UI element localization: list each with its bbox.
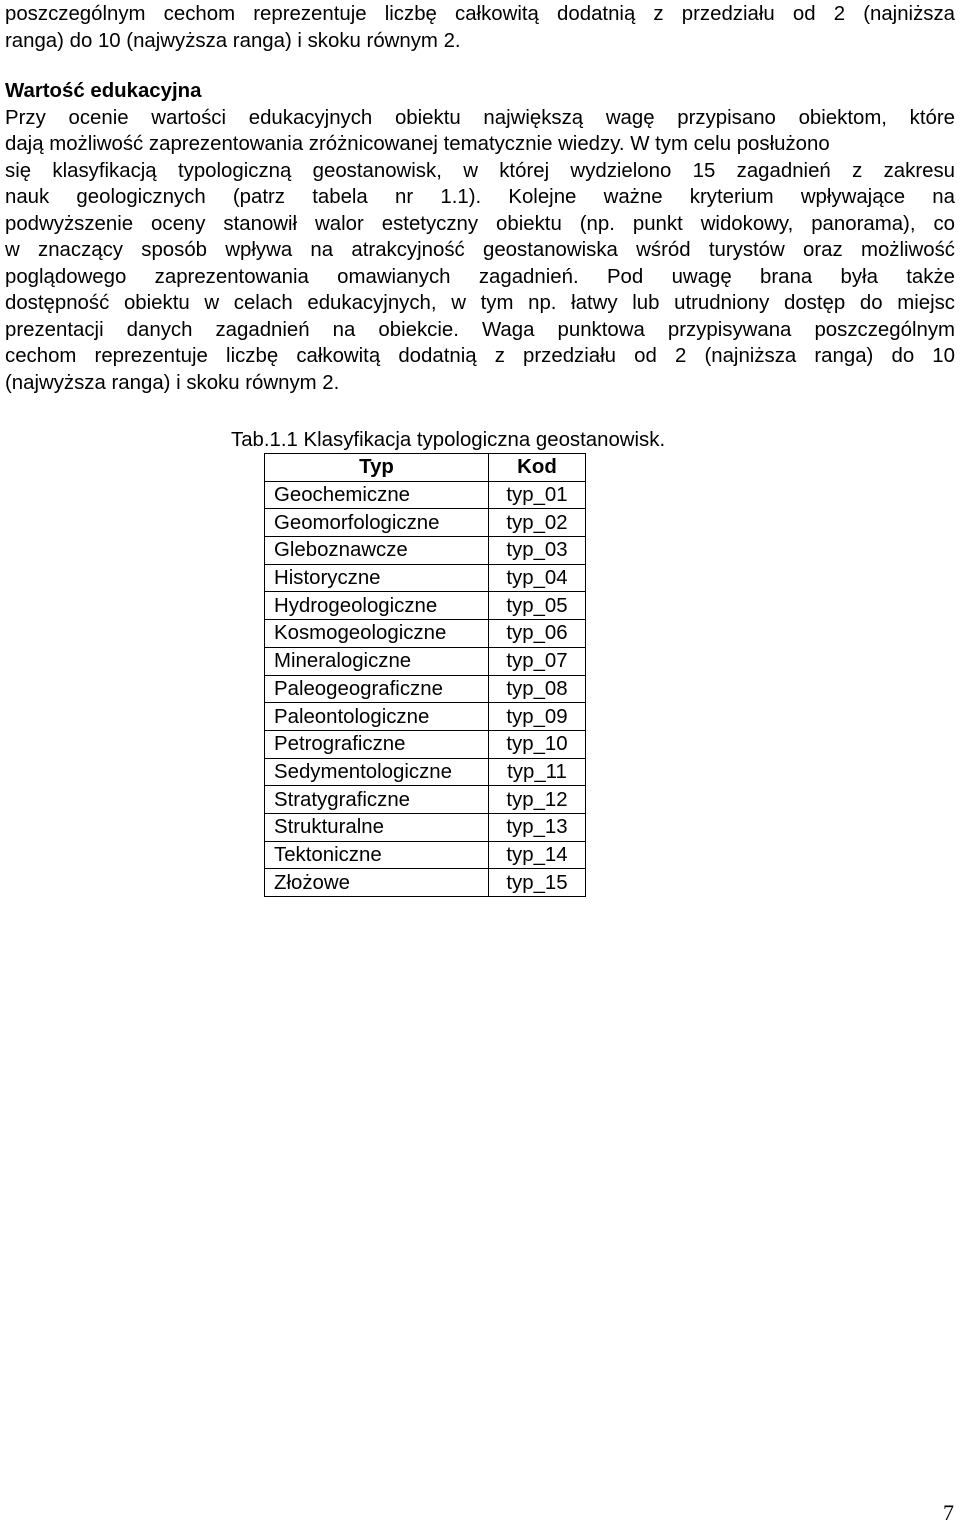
cell-code: typ_07 — [489, 647, 586, 675]
cell-code: typ_08 — [489, 675, 586, 703]
cell-code: typ_04 — [489, 564, 586, 592]
cell-code: typ_10 — [489, 730, 586, 758]
cell-type: Geomorfologiczne — [265, 509, 489, 537]
cell-type: Tektoniczne — [265, 841, 489, 869]
table-row — [265, 703, 586, 731]
text-line: Przy ocenie wartości edukacyjnych obiektu największą wagę przypisano obiektom, które — [5, 106, 955, 129]
cell-type: Sedymentologiczne — [265, 758, 489, 786]
column-header-typ: Typ — [265, 454, 489, 482]
cell-code: typ_06 — [489, 620, 586, 648]
table-row — [265, 758, 586, 786]
text-line: ranga) do 10 (najwyższa ranga) i skoku równym 2. — [5, 29, 461, 52]
page-number: 7 — [943, 1500, 954, 1525]
table-row — [265, 730, 586, 758]
cell-type: Hydrogeologiczne — [265, 592, 489, 620]
table-row — [265, 537, 586, 565]
table-header-row — [265, 454, 586, 482]
table-row — [265, 869, 586, 897]
cell-code: typ_03 — [489, 537, 586, 565]
table-row — [265, 786, 586, 814]
text-line: w znaczący sposób wpływa na atrakcyjność geostanowiska wśród turystów oraz możliwość — [5, 239, 955, 261]
intro-paragraph — [5, 1, 955, 54]
text-line: cechom reprezentuje liczbę całkowitą dodatnią z przedziału od 2 (najniższa ranga) do 10 — [5, 345, 955, 367]
cell-type: Historyczne — [265, 564, 489, 592]
table-row — [265, 841, 586, 869]
text-line: nauk geologicznych (patrz tabela nr 1.1). Kolejne ważne kryterium wpływające na — [5, 186, 955, 208]
cell-code: typ_01 — [489, 481, 586, 509]
section-educational-value — [5, 78, 955, 396]
table-row — [265, 675, 586, 703]
cell-type: Paleontologiczne — [265, 703, 489, 731]
column-header-kod: Kod — [489, 454, 586, 482]
typology-table — [264, 453, 586, 897]
cell-code: typ_02 — [489, 509, 586, 537]
cell-type: Złożowe — [265, 869, 489, 897]
cell-code: typ_09 — [489, 703, 586, 731]
table-row — [265, 647, 586, 675]
cell-type: Paleogeograficzne — [265, 675, 489, 703]
cell-code: typ_11 — [489, 758, 586, 786]
text-line: dostępność obiektu w celach edukacyjnych, w tym np. łatwy lub utrudniony dostęp do miejsc — [5, 292, 955, 314]
table-row — [265, 620, 586, 648]
table-row — [265, 509, 586, 537]
table-caption: Tab.1.1 Klasyfikacja typologiczna geostanowisk. — [231, 429, 666, 451]
cell-type: Mineralogiczne — [265, 647, 489, 675]
table-row — [265, 592, 586, 620]
text-line: się klasyfikacją typologiczną geostanowisk, w której wydzielono 15 zagadnień z zakresu — [5, 159, 955, 182]
section-heading: Wartość edukacyjna — [5, 80, 202, 102]
cell-type: Gleboznawcze — [265, 537, 489, 565]
cell-type: Strukturalne — [265, 813, 489, 841]
cell-type: Petrograficzne — [265, 730, 489, 758]
text-line: (najwyższa ranga) i skoku równym 2. — [5, 371, 340, 394]
text-line: poszczególnym cechom reprezentuje liczbę całkowitą dodatnią z przedziału od 2 (najniższa — [5, 3, 955, 25]
table-row — [265, 813, 586, 841]
text-line: prezentacji danych zagadnień na obiekcie. Waga punktowa przypisywana poszczególnym — [5, 318, 955, 341]
cell-type: Geochemiczne — [265, 481, 489, 509]
text-line: dają możliwość zaprezentowania zróżnicowanej tematycznie wiedzy. W tym celu posłużono — [5, 133, 830, 155]
cell-code: typ_05 — [489, 592, 586, 620]
cell-code: typ_15 — [489, 869, 586, 897]
table-row — [265, 564, 586, 592]
cell-code: typ_13 — [489, 813, 586, 841]
cell-code: typ_12 — [489, 786, 586, 814]
text-line: podwyższenie oceny stanowił walor estetyczny obiektu (np. punkt widokowy, panorama), co — [5, 212, 955, 235]
table-row — [265, 481, 586, 509]
cell-type: Kosmogeologiczne — [265, 620, 489, 648]
cell-type: Stratygraficzne — [265, 786, 489, 814]
text-line: poglądowego zaprezentowania omawianych zagadnień. Pod uwagę brana była także — [5, 265, 955, 288]
cell-code: typ_14 — [489, 841, 586, 869]
